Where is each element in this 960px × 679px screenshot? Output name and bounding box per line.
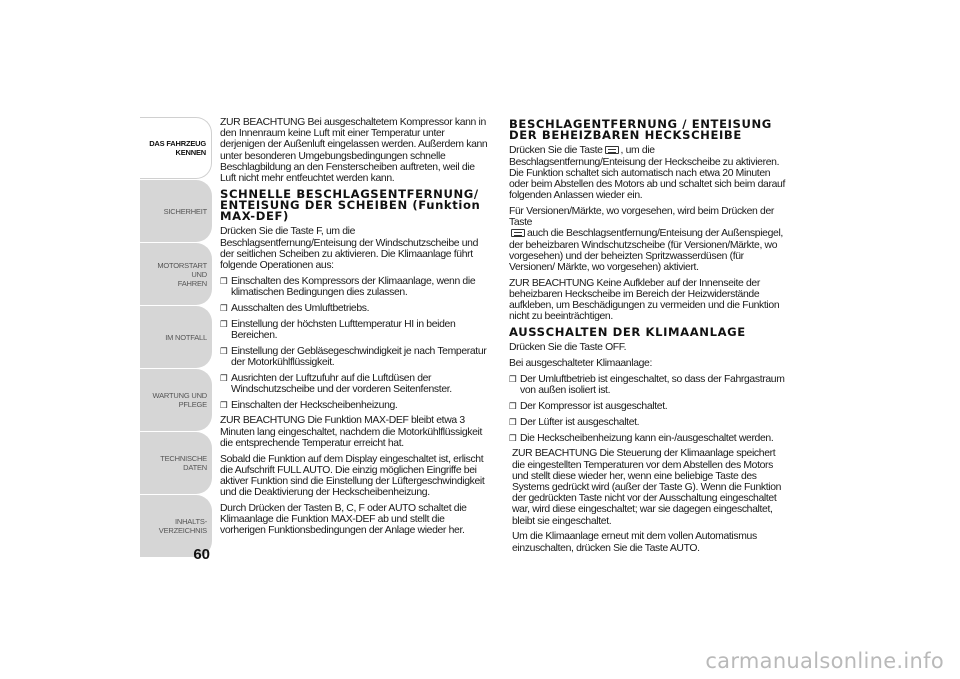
tab-motorstart-und-fahren[interactable]: MOTORSTART UND FAHREN	[140, 243, 212, 305]
paragraph-full-auto: Sobald die Funktion auf dem Display eingeschaltet ist, erlischt die Aufschrift FULL AUTO. Die einzig möglichen Eingriffe bei aktiver Funktion sind die Einstellung der Lüftergeschwindigkeit und die Deaktivierung der Heckscheibenheizung.	[220, 453, 485, 499]
paragraph-mirrors: Für Versionen/Märkte, wo vorgesehen, wird beim Drücken der Taste auch die Beschlagsentfernung/Enteisung der Außenspiegel, der beheizbaren Windschutzscheibe (für Versionen/Märkte, wo vorgesehen) und der beheizten Spritzwasserdüsen (für Versionen/ Märkte, wo vorgesehen) aktiviert.	[509, 206, 783, 274]
note-compressor: ZUR BEACHTUNG Bei ausgeschaltetem Kompressor kann in den Innenraum keine Luft mit einer Temperatur unter derjenigen der Außenluft eingelassen werden. Außerdem kann unter besonderen Umgebungsbedingungen schnelle Beschlagbildung an den Fensterscheiben auftreten, weil die Luft nicht mehr entfeuchtet werden kann.	[220, 117, 488, 185]
heading-switch-off: AUSSCHALTEN DER KLIMAANLAGE	[509, 325, 746, 340]
rear-window-heater-icon	[605, 146, 619, 154]
list-item: ❒ Ausschalten des Umluftbetriebs.	[220, 303, 490, 314]
note-max-def-duration: ZUR BEACHTUNG Die Funktion MAX-DEF bleibt etwa 3 Minuten lang eingeschaltet, nachdem die Motorkühlflüssigkeit die entsprechende Temperatur erreicht hat.	[220, 415, 483, 449]
heading-rear-defrost: BESCHLAGENTFERNUNG / ENTEISUNG DER BEHEIZBAREN HECKSCHEIBE	[509, 117, 772, 143]
list-item: ❒ Einschalten der Heckscheibenheizung.	[220, 400, 490, 411]
list-item: ❒ Ausrichten der Luftzufuhr auf die Luftdüsen der Windschutzscheibe und der vorderen Seitenfenster.	[220, 373, 490, 395]
paragraph-off: Drücken Sie die Taste OFF.	[509, 342, 627, 354]
tab-das-fahrzeug-kennen[interactable]: DAS FAHRZEUG KENNEN	[140, 117, 212, 179]
tab-sicherheit[interactable]: SICHERHEIT	[140, 180, 212, 242]
off-state-list	[509, 374, 785, 444]
list-item: ❒ Der Kompressor ist ausgeschaltet.	[509, 401, 785, 412]
watermark: carmanualsonline.info	[705, 649, 944, 673]
note-stickers: ZUR BEACHTUNG Keine Aufkleber auf der Innenseite der beheizbaren Heckscheibe im Bereich der Heizwiderstände aufkleben, um Beschädigungen zu vermeiden und die Funktion nicht zu beeinträchtigen.	[509, 277, 780, 323]
paragraph-deactivate: Durch Drücken der Tasten B, C, F oder AUTO schaltet die Klimaanlage die Funktion MAX-DEF ab und stellt die vorherigen Funktionsbedingungen der Anlage wieder her.	[220, 503, 467, 537]
list-item: ❒ Einschalten des Kompressors der Klimaanlage, wenn die klimatischen Bedingungen dies zulassen.	[220, 276, 490, 298]
tab-inhaltsverzeichnis[interactable]: INHALTS- VERZEICHNIS	[140, 495, 212, 557]
max-def-intro: Drücken Sie die Taste F, um die Beschlagsentfernung/Enteisung der Windschutzscheibe und der seitlichen Scheiben zu aktivieren. Die Klimaanlage führt folgende Operationen aus:	[220, 226, 479, 272]
rear-window-heater-icon	[511, 229, 525, 237]
tab-im-notfall[interactable]: IM NOTFALL	[140, 306, 212, 368]
list-item: ❒ Einstellung der höchsten Lufttemperatur HI in beiden Bereichen.	[220, 319, 490, 341]
right-column	[509, 117, 785, 558]
tab-technische-daten[interactable]: TECHNISCHE DATEN	[140, 432, 212, 494]
page-number: 60	[193, 546, 210, 563]
paragraph-rear-defrost: Drücken Sie die Taste , um die Beschlagsentfernung/Enteisung der Heckscheibe zu aktivieren. Die Funktion schaltet sich automatisch nach etwa 20 Minuten oder beim Abstellen des Motors ab und schaltet sich beim darauf folgenden Anlassen wieder ein.	[509, 145, 785, 202]
chapter-sidebar	[140, 117, 212, 558]
paragraph-auto: Um die Klimaanlage erneut mit dem vollen Automatismus einzuschalten, drücken Sie die Taste AUTO.	[512, 531, 757, 554]
paragraph-when-off: Bei ausgeschalteter Klimaanlage:	[509, 358, 653, 370]
heading-max-def: SCHNELLE BESCHLAGSENTFERNUNG/ ENTEISUNG DER SCHEIBEN (Funktion MAX-DEF)	[220, 186, 481, 224]
list-item: ❒ Der Lüfter ist ausgeschaltet.	[509, 417, 785, 428]
list-item: ❒ Einstellung der Gebläsegeschwindigkeit je nach Temperatur der Motorkühlflüssigkeit.	[220, 346, 490, 368]
tab-wartung-und-pflege[interactable]: WARTUNG UND PFLEGE	[140, 369, 212, 431]
left-column	[220, 117, 490, 541]
note-memory: ZUR BEACHTUNG Die Steuerung der Klimaanlage speichert die eingestellten Temperaturen vor dem Abstellen des Motors und stellt diese wieder her, wenn eine beliebige Taste des Systems gedrückt wird (außer der Taste G). Wenn die Funktion der gedrückten Taste nicht vor der Ausschaltung eingeschaltet war, wird diese eingeschaltet; war sie dagegen eingeschaltet, bleibt sie eingeschaltet.	[512, 448, 782, 527]
list-item: ❒ Die Heckscheibenheizung kann ein-/ausgeschaltet werden.	[509, 433, 785, 444]
list-item: ❒ Der Umluftbetrieb ist eingeschaltet, so dass der Fahrgastraum von außen isoliert ist.	[509, 374, 785, 396]
max-def-operations-list	[220, 276, 490, 411]
